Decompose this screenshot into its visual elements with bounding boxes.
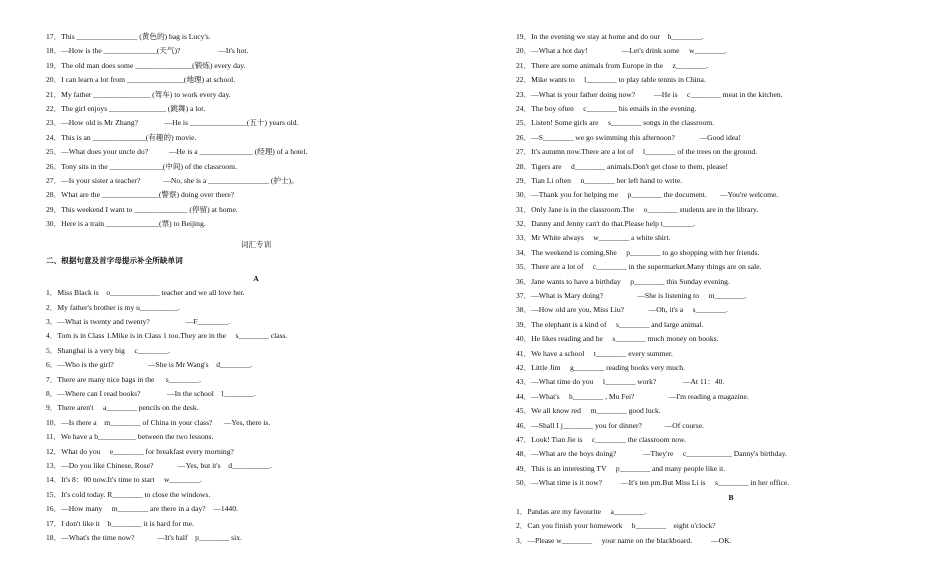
exercise-line: 23．—How old is Mr Zhang? —He is _______________(五十) years old. xyxy=(46,118,299,128)
exercise-line: 31．Only Jane is in the classroom.The o________ students are in the library. xyxy=(516,204,759,214)
exercise-line: 2．Can you finish your homework b________ eight o'clock? xyxy=(516,521,716,531)
translation-exercise-list xyxy=(46,30,466,231)
exercise-line: 24．The boy often c________ his emails in the evening. xyxy=(516,103,697,113)
exercise-line: 50．—What time is it now? —It's ten pm.But Miss Li is s________ in her office. xyxy=(516,478,790,488)
exercise-line: 22．The girl enjoys _______________ (跳舞) a lot. xyxy=(46,103,206,113)
exercise-line: 20．I can learn a lot from _______________(地理) at school. xyxy=(46,75,236,85)
page-heading: 词汇专训 xyxy=(240,240,272,250)
exercise-line: 30．Here is a train ______________(票) to Beijing. xyxy=(46,219,206,229)
exercise-line: 8．—Where can I read books? —In the school l________. xyxy=(46,388,256,398)
exercise-line: 10．—Is there a m________ of China in your class? —Yes, there is. xyxy=(46,417,271,427)
exercise-line: 27．—Is your sister a teacher? —No, she is a ________________ (护士)。 xyxy=(46,175,299,185)
exercise-line: 28．Tigers are d________ animals.Don't get close to them, please! xyxy=(516,161,728,171)
exercise-line: 21．There are some animals from Europe in the z________. xyxy=(516,60,709,70)
spacer xyxy=(46,231,466,238)
exercise-line: 3．—Please w________ your name on the blackboard. —OK. xyxy=(516,535,732,545)
exercise-line: 17．I don't like it b________ it is hard for me. xyxy=(46,518,194,528)
exercise-line: 33．Mr White always w________ a white shirt. xyxy=(516,233,671,243)
exercise-line: 47．Look! Tian Jie is c________ the classroom now. xyxy=(516,434,686,444)
fill-in-exercise-list-continued xyxy=(516,30,946,491)
exercise-line: 7．There are many nice bags in the s________. xyxy=(46,374,201,384)
part-a-label: A xyxy=(253,273,259,283)
exercise-line: 16．—How many m________ are there in a day? —1440. xyxy=(46,504,238,514)
exercise-line: 24．This is an ______________(有趣的) movie. xyxy=(46,132,197,142)
exercise-line: 21．My father _______________ (驾车) to work every day. xyxy=(46,89,231,99)
exercise-line: 40．He likes reading and he s________ much money on books. xyxy=(516,334,719,344)
exercise-line: 25．Listen! Some girls are s________ songs in the classroom. xyxy=(516,118,715,128)
exercise-line: 38．—How old are you, Miss Liu? —Oh, it's a s________. xyxy=(516,305,728,315)
exercise-line: 9．There aren't a________ pencils on the desk. xyxy=(46,403,199,413)
left-column xyxy=(46,30,466,545)
exercise-line: 44．—What's h________ , Mu Fei? —I'm reading a magazine. xyxy=(516,391,749,401)
exercise-line: 36．Jane wants to have a birthday p________ this Sunday evening. xyxy=(516,276,730,286)
exercise-line: 30．—Thank you for helping me p________ the document. —You're welcome. xyxy=(516,190,779,200)
exercise-line: 13．—Do you like Chinese, Rose? —Yes, but it's d__________. xyxy=(46,460,272,470)
exercise-line: 37．—What is Mary doing? —She is listening to m________. xyxy=(516,291,747,301)
exercise-line: 12．What do you e________ for breakfast every morning? xyxy=(46,446,234,456)
exercise-line: 41．We have a school t________ every summer. xyxy=(516,348,673,358)
exercise-line: 18．—How is the ______________(天气)? —It's hot. xyxy=(46,46,249,56)
exercise-line: 34．The weekend is coming.She p________ to go shopping with her friends. xyxy=(516,247,760,257)
part-b-label: B xyxy=(728,492,734,502)
exercise-line: 48．—What are the boys doing? —They're c____________ Danny's birthday. xyxy=(516,449,787,459)
exercise-line: 11．We have a b__________ between the two lessons. xyxy=(46,432,214,442)
exercise-line: 22．Mike wants to l________ to play table tennis in China. xyxy=(516,75,706,85)
exercise-line: 3．—What is twenty and twenty? —F________. xyxy=(46,317,230,327)
exercise-line: 26．—S________ we go swimming this afternoon? —Good idea! xyxy=(516,132,742,142)
section-title: 二、根据句意及首字母提示补全所缺单词 xyxy=(46,255,183,265)
exercise-line: 19．The old man does some _______________(锻炼) every day. xyxy=(46,60,246,70)
exercise-line: 35．There are a lot of c________ in the supermarket.Many things are on sale. xyxy=(516,262,762,272)
exercise-line: 5．Shanghai is a very big c________. xyxy=(46,345,171,355)
exercise-line: 26．Tony sits in the ______________(中间) of the classroom. xyxy=(46,161,237,171)
exercise-line: 2．My father's brother is my u__________. xyxy=(46,302,180,312)
exercise-line: 43．—What time do you l________ work? —At 11：40. xyxy=(516,377,725,387)
exercise-line: 29．This weekend I want to ______________ (停留) at home. xyxy=(46,204,238,214)
exercise-line: 46．—Shall I j________ you for dinner? —Of course. xyxy=(516,420,704,430)
fill-in-exercise-list xyxy=(46,286,466,545)
exercise-line: 1．Pandas are my favourite a________. xyxy=(516,506,647,516)
exercise-line: 17．This ________________ (黄色的) bag is Lucy's. xyxy=(46,32,211,41)
exercise-line: 4．Tom is in Class 1.Mike is in Class 1 too.They are in the s________ class. xyxy=(46,331,288,341)
exercise-line: 18．—What's the time now? —It's half p________ six. xyxy=(46,532,242,542)
exercise-line: 29．Tian Li often n________ her left hand to write. xyxy=(516,175,683,185)
exercise-line: 6．—Who is the girl? —She is Mr Wang's d________. xyxy=(46,360,253,370)
exercise-line: 39．The elephant is a kind of s________ and large animal. xyxy=(516,319,704,329)
exercise-line: 20．—What a hot day! —Let's drink some w________. xyxy=(516,46,727,56)
exercise-line: 27．It's autumn now.There are a lot of l________ of the trees on the ground. xyxy=(516,147,758,157)
exercise-line: 28．What are the _______________(警察) doing over there? xyxy=(46,190,235,200)
part-b-exercise-list xyxy=(516,505,946,548)
exercise-line: 25．—What does your uncle do? —He is a ______________ (经理) of a hotel. xyxy=(46,147,308,157)
exercise-line: 1．Miss Black is o_____________ teacher and we all love her. xyxy=(46,288,245,298)
exercise-line: 14．It's 8：00 now.It's time to start w________. xyxy=(46,475,202,485)
exercise-line: 19．In the evening we stay at home and do our h________. xyxy=(516,32,704,41)
right-column xyxy=(516,30,946,548)
exercise-line: 49．This is an interesting TV p________ and many people like it. xyxy=(516,463,726,473)
exercise-line: 32．Danny and Jenny can't do that.Please help t________. xyxy=(516,219,696,229)
exercise-line: 45．We all know red m________ good luck. xyxy=(516,406,661,416)
exercise-line: 15．It's cold today. R________ to close the windows. xyxy=(46,489,211,499)
exercise-line: 23．—What is your father doing now? —He is c________ meat in the kitchen. xyxy=(516,89,783,99)
exercise-line: 42．Little Jim g________ reading books very much. xyxy=(516,362,685,372)
